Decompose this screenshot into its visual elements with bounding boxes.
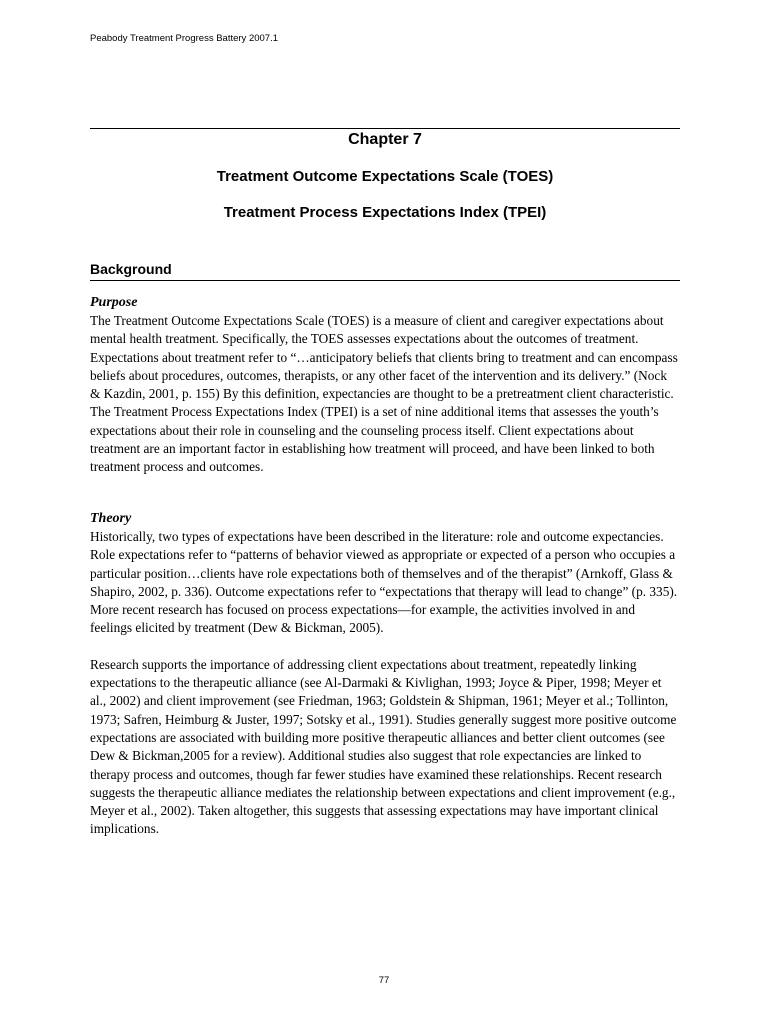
scale-title-toes: Treatment Outcome Expectations Scale (TOES) xyxy=(216,168,554,185)
theory-paragraph-2: Research supports the importance of addressing client expectations about treatment, repeatedly linking expectations to the therapeutic alliance (see Al-Darmaki & Kivlighan, 1993; Joyce & Piper, 1998; Meyer et al., 2002) and client improvement (see Friedman, 1963; Goldstein & Shipman, 1961; Meyer et al.; Tollinton, 1973; Safren, Heimburg & Juster, 1997; Sotsky et al., 1991). Studies generally suggest more positive outcome expectations are associated with building more positive therapeutic alliances and better client outcomes (see Dew & Bickman,2005 for a review). Additional studies also suggest that role expectancies are linked to therapy process and outcomes, though far fewer studies have examined these relationships. Recent research suggests the therapeutic alliance mediates the relationship between expectations and client improvement (e.g., Meyer et al., 2002). Taken altogether, this suggests that assessing expectations may have important clinical implications. xyxy=(90,656,677,837)
running-head: Peabody Treatment Progress Battery 2007.1 xyxy=(90,33,278,44)
purpose-heading: Purpose xyxy=(90,295,138,310)
chapter-title: Chapter 7 xyxy=(348,131,422,148)
purpose-section xyxy=(90,294,680,477)
page-number: 77 xyxy=(378,975,390,986)
section-divider xyxy=(90,280,680,281)
theory-paragraph-1: Historically, two types of expectations have been described in the literature: role and outcome expectancies. Role expectations refer to “patterns of behavior viewed as appropriate or expected of a person who occupies a particular position…clients have role expectations both of themselves and of the therapist” (Arnkoff, Glass & Shapiro, 2002, p. 336). Outcome expectations refer to “expectations that therapy will lead to change” (p. 335). More recent research has focused on process expectations—for example, the activities involved in and feelings elicited by treatment (Dew & Bickman, 2005). xyxy=(90,529,678,636)
theory-section xyxy=(90,510,680,839)
top-divider xyxy=(90,128,680,129)
theory-heading: Theory xyxy=(90,511,132,526)
purpose-paragraph: The Treatment Outcome Expectations Scale (TOES) is a measure of client and caregiver expectations about mental health treatment. Specifically, the TOES assesses expectations about the outcomes of treatment. Expectations about treatment refer to “…anticipatory beliefs that clients bring to treatment and can encompass beliefs about procedures, outcomes, therapists, or any other facet of the intervention and its delivery.” (Nock & Kazdin, 2001, p. 155) By this definition, expectancies are thought to be a pretreatment client characteristic. The Treatment Process Expectations Index (TPEI) is a set of nine additional items that assesses the youth’s expectations about their role in counseling and the counseling process itself. Client expectations about treatment are an important factor in establishing how treatment will proceed, and have been linked to both treatment process and outcomes. xyxy=(90,313,678,475)
scale-title-tpei: Treatment Process Expectations Index (TPEI) xyxy=(223,204,547,221)
section-heading: Background xyxy=(90,261,172,277)
